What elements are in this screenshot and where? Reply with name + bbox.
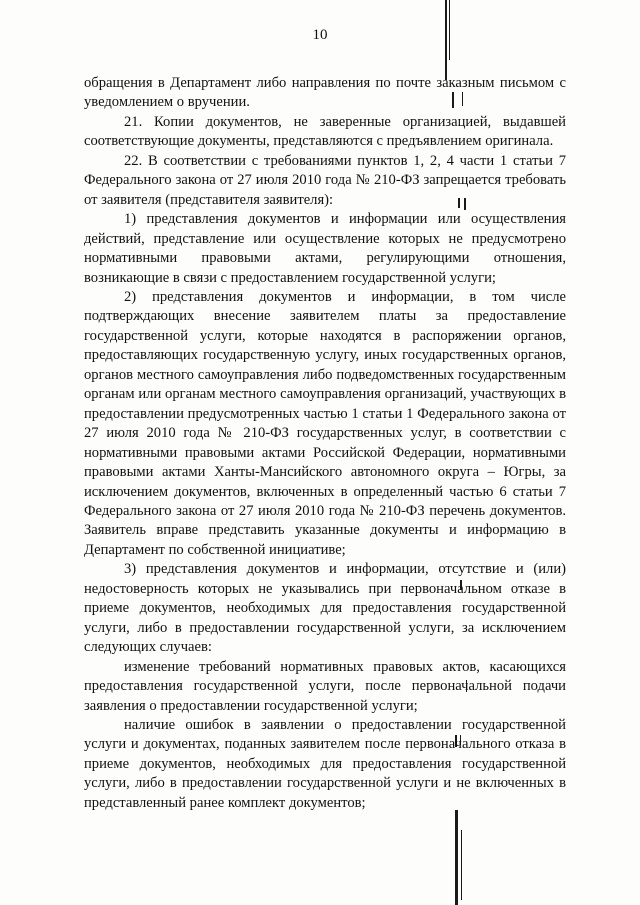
paragraph-continuation: обращения в Департамент либо направления по почте заказным письмом с уведомлением о вручении. (84, 75, 566, 111)
paragraph-exception-1: изменение требований нормативных правовых актов, касающихся предоставления государственной услуги, после первоначальной подачи заявления о предоставлении государственной услуги; (84, 658, 566, 714)
page-number: 10 (312, 27, 328, 43)
paragraph-21: 21. Копии документов, не заверенные организацией, выдавшей соответствующие документы, представляются с предъявлением оригинала. (84, 113, 566, 150)
paragraph-item-2: 2) представления документов и информации, в том числе подтверждающих внесение заявителем платы за предоставление государственной услуги, которые находятся в распоряжении органов, предоставляющих государственную услугу, иных государственных органов, органов местного самоуправления либо подведомственных государственным органам или органам местного самоуправления организаций, участвующих в предоставлении предусмотренных частью 1 статьи 1 Федерального закона от 27 июля 2010 года № 210-ФЗ государственных услуг, в соответствии с нормативными правовыми актами Российской Федерации, нормативными правовыми актами Ханты-Мансийского автономного округа – Югры, за исключением документов, включенных в определенный частью 6 статьи 7 Федерального закона от 27 июля 2010 года № 210-ФЗ перечень документов. Заявитель вправе представить указанные документы и информацию в Департамент по собственной инициативе; (84, 288, 566, 558)
paragraph-22: 22. В соответствии с требованиями пунктов 1, 2, 4 части 1 статьи 7 Федерального закона от 27 июля 2010 года № 210-ФЗ запрещается требовать от заявителя (представителя заявителя): (84, 152, 566, 208)
paragraph-item-1: 1) представления документов и информации или осуществления действий, представление или осуществление которых не предусмотрено нормативными правовыми актами, регулирующими отношения, возникающие в связи с предоставлением государственной услуги; (84, 211, 566, 286)
scan-mark (461, 830, 462, 900)
paragraph-item-3: 3) представления документов и информации, отсутствие и (или) недостоверность которых не указывались при первоначальном отказе в приеме документов, необходимых для предоставления государственной услуги, либо в предоставлении государственной услуги, за исключением следующих случаев: (84, 561, 566, 656)
scan-mark (449, 0, 450, 60)
paragraph-exception-2: наличие ошибок в заявлении о предоставлении государственной услуги и документах, поданных заявителем после первоначального отказа в приеме документов, необходимых для предоставления государственной услуги, либо в предоставлении государственной услуги и не включенных в представленный ранее комплект документов; (84, 716, 566, 811)
scan-mark (455, 810, 458, 905)
document-body (84, 74, 566, 813)
scan-mark (445, 0, 447, 80)
